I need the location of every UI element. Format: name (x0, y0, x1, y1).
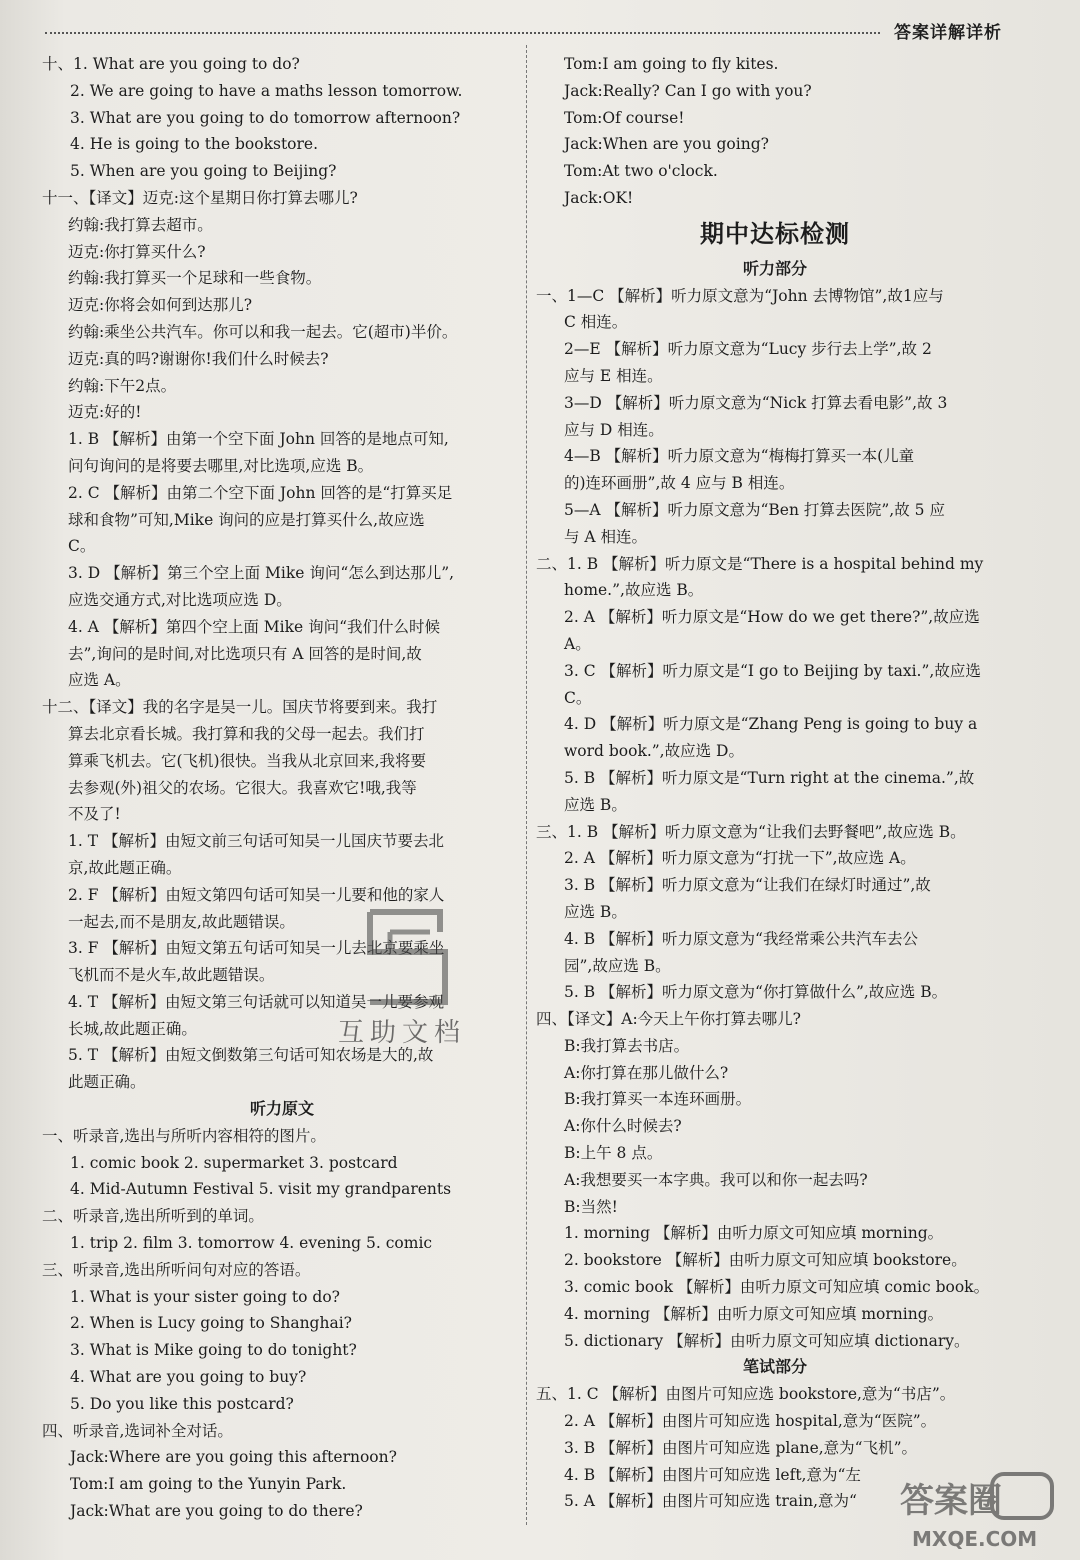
text-line: 二、1. B 【解析】听力原文是“There is a hospital behind my (536, 554, 984, 573)
left-column (42, 51, 522, 1525)
text-line: 4—B 【解析】听力原文意为“梅梅打算买一本(儿童 (564, 447, 915, 466)
text-line: 1. What is your sister going to do? (70, 1287, 340, 1306)
text-line: 3. What are you going to do tomorrow afternoon? (70, 108, 461, 127)
text-line: 约翰:我打算去超市。 (68, 215, 213, 234)
text-line: 1. comic book 2. supermarket 3. postcard (70, 1153, 398, 1172)
text-line: A:你打算在那儿做什么? (564, 1063, 729, 1082)
text-line: 4. B 【解析】听力原文意为“我经常乘公共汽车去公 (564, 929, 918, 948)
text-line: B:当然! (564, 1197, 618, 1216)
text-line: 去”,询问的是时间,对比选项只有 A 回答的是时间,故 (68, 644, 422, 663)
text-line: 问句询问的是将要去哪里,对比选项,应选 B。 (68, 456, 374, 475)
right-column (536, 51, 1014, 1515)
text-line: C。 (68, 537, 96, 556)
text-line: 迈克:好的! (68, 403, 142, 422)
text-line: 1. morning 【解析】由听力原文可知应填 morning。 (564, 1224, 944, 1243)
text-line: 十一、【译文】迈克:这个星期日你打算去哪儿? (42, 188, 358, 207)
text-line: 3. What is Mike going to do tonight? (70, 1341, 357, 1360)
text-line: 算去北京看长城。我打算和我的父母一起去。我们打 (68, 724, 425, 743)
text-line: B:我打算去书店。 (564, 1036, 690, 1055)
text-line: 迈克:你打算买什么? (68, 242, 206, 261)
text-line: 4. A 【解析】第四个空上面 Mike 询问“我们什么时候 (68, 617, 441, 636)
text-line: 5—A 【解析】听力原文意为“Ben 打算去医院”,故 5 应 (564, 500, 945, 519)
text-line: 4. B 【解析】由图片可知应选 left,意为“左 (564, 1465, 861, 1484)
text-line: 3. D 【解析】第三个空上面 Mike 询问“怎么到达那儿”, (68, 564, 455, 583)
text-line: 3. F 【解析】由短文第五句话可知吴一儿去北京要乘坐 (68, 939, 445, 958)
text-line: 3. B 【解析】听力原文意为“让我们在绿灯时通过”,故 (564, 876, 931, 895)
watermark-text: 互助文档 (338, 1018, 467, 1048)
section-title: 听力部分 (742, 258, 807, 278)
text-line: 5. T 【解析】由短文倒数第三句话可知农场是大的,故 (68, 1046, 434, 1065)
section-title: 听力原文 (249, 1099, 314, 1119)
text-line: 算乘飞机去。它(飞机)很快。当我从北京回来,我将要 (68, 751, 427, 770)
text-line: 5. dictionary 【解析】由听力原文可知应填 dictionary。 (564, 1331, 970, 1350)
text-line: 2. bookstore 【解析】由听力原文可知应填 bookstore。 (564, 1251, 967, 1270)
text-line: C 相连。 (564, 313, 628, 332)
text-line: 1. trip 2. film 3. tomorrow 4. evening 5. comic (70, 1234, 433, 1253)
text-line: 1. B 【解析】由第一个空下面 John 回答的是地点可知, (68, 430, 449, 449)
text-line: 不及了! (68, 805, 121, 824)
text-line: Jack:What are you going to do there? (70, 1502, 363, 1521)
text-line: 园”,故应选 B。 (564, 956, 671, 975)
text-line: 5. B 【解析】听力原文是“Turn right at the cinema.”,故 (564, 768, 975, 787)
site-logo-icon (882, 1472, 1072, 1552)
text-line: 飞机而不是火车,故此题错误。 (68, 966, 275, 985)
text-line: Tom:I am going to the Yunyin Park. (70, 1475, 347, 1494)
text-line: 一起去,而不是朋友,故此题错误。 (68, 912, 295, 931)
text-line: 与 A 相连。 (564, 527, 648, 546)
svg-text:答案圈: 答案圈 (900, 1481, 1002, 1521)
text-line: 4. D 【解析】听力原文是“Zhang Peng is going to buy a (564, 715, 978, 734)
text-line: 3. comic book 【解析】由听力原文可知应填 comic book。 (564, 1278, 990, 1297)
svg-text:MXQE.COM: MXQE.COM (912, 1527, 1038, 1551)
header-title: 答案详解详析 (894, 23, 1002, 43)
text-line: 2. We are going to have a maths lesson tomorrow. (70, 81, 463, 100)
text-line: 一、1—C 【解析】听力原文意为“John 去博物馆”,故1应与 (536, 286, 944, 305)
header-rule (45, 32, 880, 34)
text-line: Jack:Where are you going this afternoon? (70, 1448, 397, 1467)
text-line: 应选 B。 (564, 795, 627, 814)
text-line: Tom:Of course! (564, 108, 685, 127)
text-line: 长城,故此题正确。 (68, 1019, 197, 1038)
text-line: B:我打算买一本连环画册。 (564, 1090, 752, 1109)
text-line: 应与 D 相连。 (564, 420, 664, 439)
text-line: 4. What are you going to buy? (70, 1368, 307, 1387)
text-line: 十二、【译文】我的名字是吴一儿。国庆节将要到来。我打 (42, 698, 438, 717)
text-line: 四、听录音,选词补全对话。 (42, 1421, 233, 1440)
text-line: 3. B 【解析】由图片可知应选 plane,意为“飞机”。 (564, 1438, 918, 1457)
text-line: Tom:At two o'clock. (564, 162, 718, 181)
text-line: 应与 E 相连。 (564, 366, 663, 385)
text-line: 3. C 【解析】听力原文是“I go to Beijing by taxi.”,故应选 (564, 661, 981, 680)
text-line: 十、1. What are you going to do? (42, 55, 300, 73)
text-line: 5. Do you like this postcard? (70, 1394, 294, 1413)
text-line: 应选交通方式,对比选项应选 D。 (68, 590, 292, 609)
text-line: 四、【译文】A:今天上午你打算去哪儿? (536, 1010, 801, 1029)
text-line: word book.”,故应选 D。 (564, 742, 744, 761)
text-line: 2. When is Lucy going to Shanghai? (70, 1314, 352, 1333)
exam-title: 期中达标检测 (700, 219, 850, 248)
text-line: B:上午 8 点。 (564, 1144, 663, 1163)
text-line: 应选 B。 (564, 902, 627, 921)
text-line: 迈克:你将会如何到达那儿? (68, 296, 253, 315)
text-line: A:我想要买一本字典。我可以和你一起去吗? (564, 1170, 868, 1189)
text-line: 三、听录音,选出所听问句对应的答语。 (42, 1260, 311, 1279)
text-line: Jack:OK! (564, 188, 634, 207)
text-line: 去参观(外)祖父的农场。它很大。我喜欢它!哦,我等 (68, 778, 417, 797)
text-line: 2. A 【解析】听力原文是“How do we get there?”,故应选 (564, 608, 980, 627)
text-line: 约翰:我打算买一个足球和一些食物。 (68, 269, 322, 288)
text-line: 2. C 【解析】由第二个空下面 John 回答的是“打算买足 (68, 483, 453, 502)
text-line: 一、听录音,选出与所听内容相符的图片。 (42, 1126, 326, 1145)
text-line: 4. morning 【解析】由听力原文可知应填 morning。 (564, 1304, 944, 1323)
text-line: A:你什么时候去? (564, 1117, 682, 1136)
text-line: 迈克:真的吗?谢谢你!我们什么时候去? (68, 349, 329, 368)
text-line: 京,故此题正确。 (68, 858, 182, 877)
text-line: 此题正确。 (68, 1073, 146, 1092)
text-line: 2—E 【解析】听力原文意为“Lucy 步行去上学”,故 2 (564, 340, 932, 359)
text-line: 4. Mid-Autumn Festival 5. visit my grandparents (70, 1180, 452, 1199)
text-line: 1. T 【解析】由短文前三句话可知吴一儿国庆节要去北 (68, 832, 444, 851)
text-line: A。 (564, 634, 591, 653)
text-line: home.”,故应选 B。 (564, 581, 704, 600)
text-line: 4. He is going to the bookstore. (70, 135, 319, 154)
text-line: 4. T 【解析】由短文第三句话就可以知道吴一儿要参观 (68, 992, 444, 1011)
text-line: Jack:Really? Can I go with you? (564, 81, 812, 100)
text-line: 二、听录音,选出所听到的单词。 (42, 1207, 264, 1226)
text-line: 5. When are you going to Beijing? (70, 162, 337, 181)
text-line: 2. A 【解析】由图片可知应选 hospital,意为“医院”。 (564, 1412, 937, 1431)
text-line: 约翰:乘坐公共汽车。你可以和我一起去。它(超市)半价。 (68, 322, 458, 341)
text-line: 球和食物”可知,Mike 询问的应是打算买什么,故应选 (68, 510, 425, 529)
section-title: 笔试部分 (742, 1357, 807, 1377)
text-line: 3—D 【解析】听力原文意为“Nick 打算去看电影”,故 3 (564, 393, 948, 412)
text-line: 5. B 【解析】听力原文意为“你打算做什么”,故应选 B。 (564, 983, 948, 1002)
text-line: Tom:I am going to fly kites. (564, 55, 779, 73)
text-line: 应选 A。 (68, 671, 131, 690)
text-line: 2. A 【解析】听力原文意为“打扰一下”,故应选 A。 (564, 849, 916, 868)
text-line: 2. F 【解析】由短文第四句话可知吴一儿要和他的家人 (68, 885, 445, 904)
text-line: 三、1. B 【解析】听力原文意为“让我们去野餐吧”,故应选 B。 (536, 822, 966, 841)
text-line: 约翰:下午2点。 (68, 376, 177, 395)
text-line: 5. A 【解析】由图片可知应选 train,意为“ (564, 1492, 857, 1511)
text-line: 的)连环画册”,故 4 应与 B 相连。 (564, 474, 795, 493)
text-line: 五、1. C 【解析】由图片可知应选 bookstore,意为“书店”。 (536, 1385, 956, 1404)
text-line: Jack:When are you going? (564, 135, 769, 154)
column-divider (526, 45, 527, 1525)
text-line: C。 (564, 688, 592, 707)
